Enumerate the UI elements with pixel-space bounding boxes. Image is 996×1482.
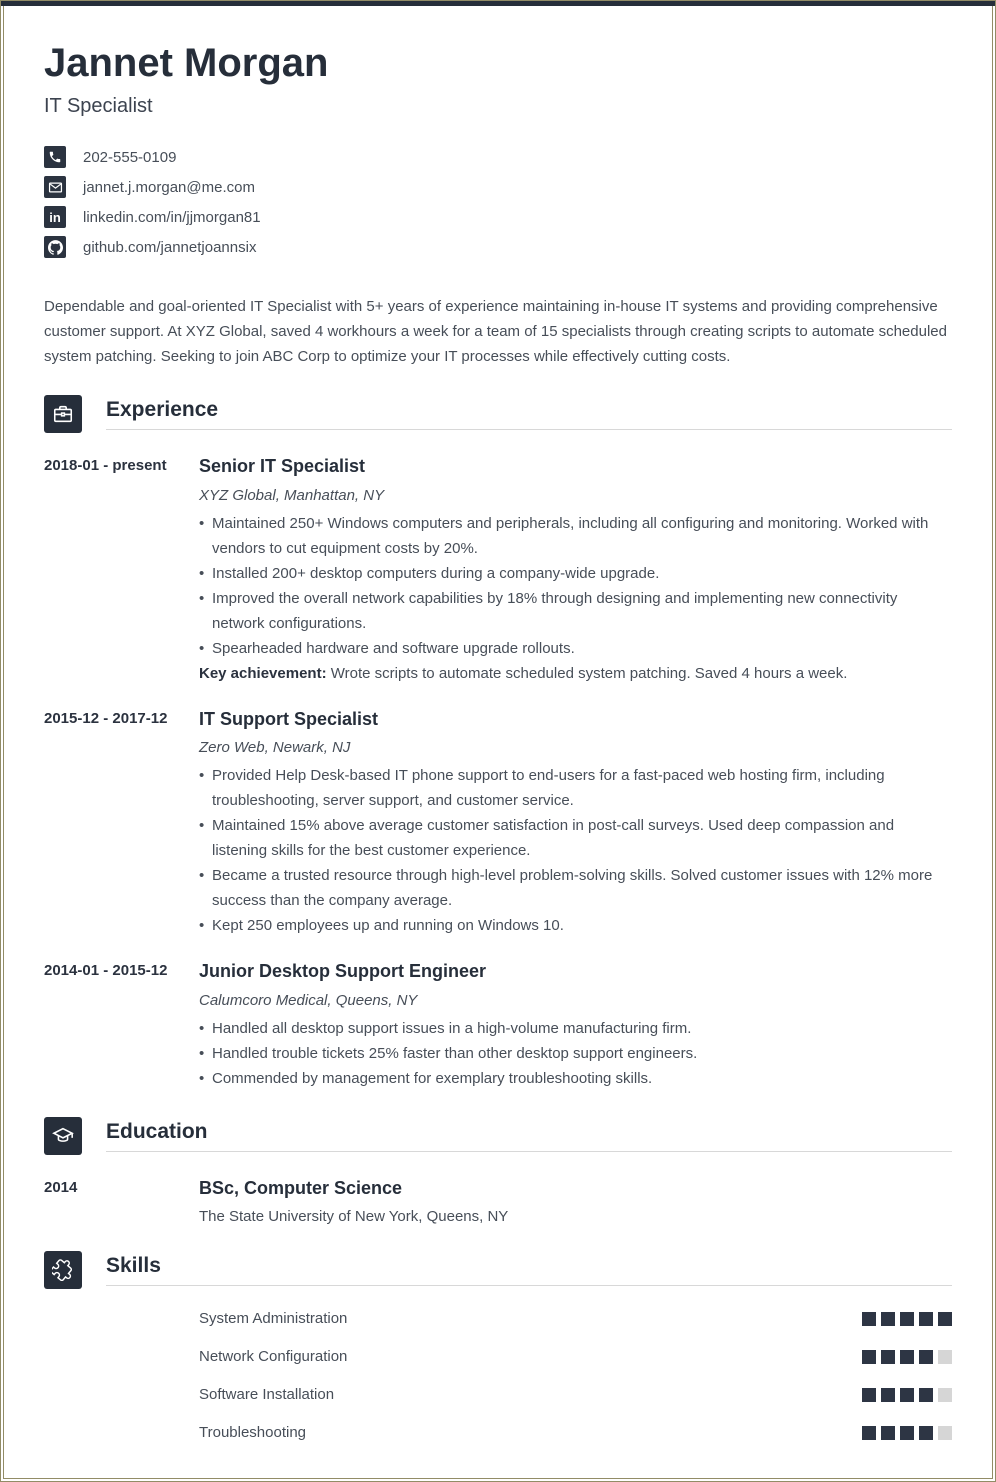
bullet-item: • Provided Help Desk-based IT phone support to end-users for a fast-paced web hosting firm, including troubleshooting, server support, and customer service.	[199, 763, 952, 813]
bullet-item: • Commended by management for exemplary troubleshooting skills.	[199, 1066, 952, 1091]
job-bullets	[199, 1016, 952, 1091]
skill-rating	[862, 1388, 952, 1402]
job-title: Senior IT Specialist	[199, 456, 366, 476]
phone-icon	[44, 146, 66, 168]
contact-row	[44, 232, 952, 262]
education-section-header	[44, 1117, 952, 1155]
skill-row	[44, 1424, 952, 1441]
contact-row	[44, 172, 952, 202]
bullet-item: • Kept 250 employees up and running on Windows 10.	[199, 913, 952, 938]
skill-row	[44, 1386, 952, 1403]
job-dates: 2014-01 - 2015-12	[44, 962, 168, 979]
skill-square	[938, 1312, 952, 1326]
skill-rating	[862, 1426, 952, 1440]
skill-name: Troubleshooting	[199, 1424, 307, 1441]
bullet-item: • Installed 200+ desktop computers during a company-wide upgrade.	[199, 561, 952, 586]
skill-square	[881, 1426, 895, 1440]
job-company: Zero Web, Newark, NJ	[199, 739, 351, 756]
bullet-item: • Improved the overall network capabilities by 18% through designing and implementing new connectivity network configurations.	[199, 586, 952, 636]
job-title: IT Support Specialist	[199, 708, 379, 729]
job-bullets	[199, 511, 952, 661]
contact-value: 202-555-0109	[83, 148, 177, 166]
skill-square	[900, 1312, 914, 1326]
briefcase-icon	[44, 395, 82, 433]
education-degree: BSc, Computer Science	[199, 1177, 403, 1198]
job-dates: 2018-01 - present	[44, 457, 167, 474]
education-section-title: Education	[106, 1119, 208, 1143]
experience-section-title: Experience	[106, 398, 219, 421]
job-entry	[44, 960, 952, 1091]
skill-square	[862, 1388, 876, 1402]
skills-list	[44, 1310, 952, 1441]
skill-square	[919, 1426, 933, 1440]
person-name: Jannet Morgan	[44, 41, 329, 85]
job-title: Junior Desktop Support Engineer	[199, 961, 487, 981]
skill-name: System Administration	[199, 1310, 348, 1327]
contact-value: jannet.j.morgan@me.com	[83, 178, 255, 196]
skills-section-header	[44, 1251, 952, 1289]
email-icon	[44, 176, 66, 198]
bullet-item: • Handled trouble tickets 25% faster than other desktop support engineers.	[199, 1041, 952, 1066]
graduation-cap-icon	[44, 1117, 82, 1155]
skill-square	[938, 1350, 952, 1364]
resume-content	[1, 1, 995, 1481]
bullet-item: • Maintained 15% above average customer satisfaction in post-call surveys. Used deep compassion and listening skills for the best customer experience.	[199, 813, 952, 863]
github-icon	[44, 236, 66, 258]
experience-entries	[44, 455, 952, 1091]
skill-square	[862, 1312, 876, 1326]
skill-square	[900, 1350, 914, 1364]
experience-section-header	[44, 395, 952, 433]
top-accent-bar	[1, 1, 995, 6]
skill-square	[938, 1388, 952, 1402]
job-bullets	[199, 763, 952, 938]
linkedin-icon: in	[44, 206, 66, 228]
skill-rating	[862, 1312, 952, 1326]
key-achievement	[199, 661, 952, 686]
skill-rating	[862, 1350, 952, 1364]
education-school: The State University of New York, Queens, NY	[199, 1208, 509, 1225]
person-job-title: IT Specialist	[44, 95, 153, 117]
skill-square	[919, 1350, 933, 1364]
bullet-item: • Handled all desktop support issues in a high-volume manufacturing firm.	[199, 1016, 952, 1041]
contact-row	[44, 202, 952, 232]
skill-square	[881, 1388, 895, 1402]
job-dates: 2015-12 - 2017-12	[44, 709, 168, 727]
key-achievement-label: Key achievement:	[199, 664, 327, 682]
skill-name: Network Configuration	[199, 1348, 348, 1365]
key-achievement-text: Wrote scripts to automate scheduled system patching. Saved 4 hours a week.	[330, 664, 848, 682]
skill-square	[900, 1388, 914, 1402]
skill-square	[919, 1312, 933, 1326]
skill-square	[881, 1350, 895, 1364]
job-company: XYZ Global, Manhattan, NY	[199, 486, 385, 504]
skill-square	[938, 1426, 952, 1440]
skill-square	[862, 1350, 876, 1364]
skill-square	[862, 1426, 876, 1440]
contact-value: github.com/jannetjoannsix	[83, 238, 257, 256]
summary-paragraph: Dependable and goal-oriented IT Specialist with 5+ years of experience maintaining in-house IT systems and providing comprehensive customer support. At XYZ Global, saved 4 workhours a week for a team of 15 specialists through creating scripts to automate scheduled system patching. Seeking to join ABC Corp to optimize your IT processes while effectively cutting costs.	[44, 298, 947, 365]
education-entry	[44, 1177, 952, 1226]
skill-row	[44, 1348, 952, 1365]
skill-square	[900, 1426, 914, 1440]
contact-value: linkedin.com/in/jjmorgan81	[83, 208, 261, 226]
skill-row	[44, 1310, 952, 1327]
job-entry	[44, 455, 952, 686]
skills-section-title: Skills	[106, 1254, 161, 1277]
education-year: 2014	[44, 1178, 78, 1196]
bullet-item: • Became a trusted resource through high-level problem-solving skills. Solved customer issues with 12% more success than the company average.	[199, 863, 952, 913]
contact-row	[44, 142, 952, 172]
skill-name: Software Installation	[199, 1386, 335, 1403]
job-company: Calumcoro Medical, Queens, NY	[199, 991, 418, 1009]
skill-square	[881, 1312, 895, 1326]
puzzle-icon	[44, 1251, 82, 1289]
skill-square	[919, 1388, 933, 1402]
bullet-item: • Spearheaded hardware and software upgrade rollouts.	[199, 636, 952, 661]
bullet-item: • Maintained 250+ Windows computers and peripherals, including all configuring and monitoring. Worked with vendors to cut equipment costs by 20%.	[199, 511, 952, 561]
job-entry	[44, 708, 952, 939]
contact-list	[44, 142, 952, 262]
